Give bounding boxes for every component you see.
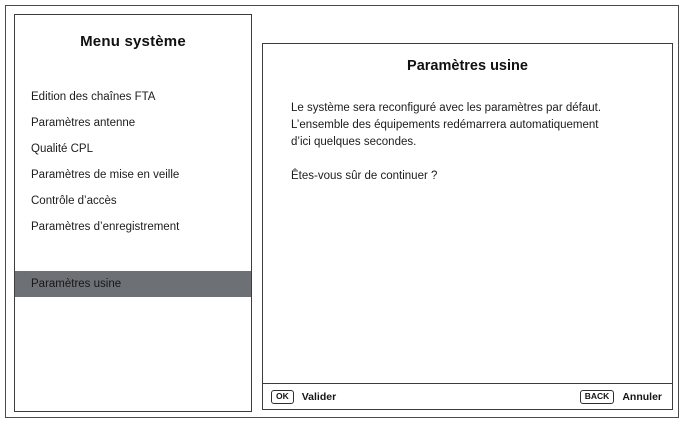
dialog-body (291, 100, 654, 185)
dialog-paragraph-line: d’ici quelques secondes. (291, 136, 417, 148)
sidebar-item-label: Paramètres antenne (31, 117, 136, 129)
ok-key-icon: OK (271, 390, 294, 404)
sidebar-item[interactable] (15, 214, 251, 240)
sidebar-item[interactable] (15, 110, 251, 136)
sidebar-item[interactable] (15, 188, 251, 214)
back-key-icon: BACK (580, 390, 615, 404)
confirm-action-label: Valider (301, 391, 337, 403)
sidebar-item-label: Edition des chaînes FTA (31, 91, 156, 103)
dialog-paragraph (291, 100, 654, 151)
sidebar-item-label: Paramètres usine (31, 278, 122, 290)
system-menu-panel (14, 14, 252, 412)
sidebar-item-label: Paramètres d’enregistrement (31, 221, 180, 233)
sidebar-item-label: Qualité CPL (31, 143, 94, 155)
sidebar-item[interactable] (15, 84, 251, 110)
dialog-paragraph-line: Le système sera reconfiguré avec les paramètres par défaut. (291, 102, 602, 114)
confirm-action[interactable] (271, 384, 336, 410)
dialog-title: Paramètres usine (407, 58, 528, 74)
sidebar-item[interactable] (15, 136, 251, 162)
cancel-action-label: Annuler (622, 391, 662, 403)
system-menu-title: Menu système (80, 33, 186, 50)
dialog-question: Êtes-vous sûr de continuer ? (291, 170, 438, 182)
cancel-action[interactable] (580, 384, 662, 410)
dialog-action-bar (263, 383, 672, 409)
sidebar-item[interactable] (15, 271, 251, 297)
factory-settings-dialog (262, 43, 673, 410)
sidebar-item-label: Contrôle d’accès (31, 195, 117, 207)
system-menu-list (15, 84, 251, 297)
sidebar-item[interactable] (15, 162, 251, 188)
sidebar-item-label: Paramètres de mise en veille (31, 169, 180, 181)
dialog-paragraph-line: L’ensemble des équipements redémarrera automatiquement (291, 119, 599, 131)
